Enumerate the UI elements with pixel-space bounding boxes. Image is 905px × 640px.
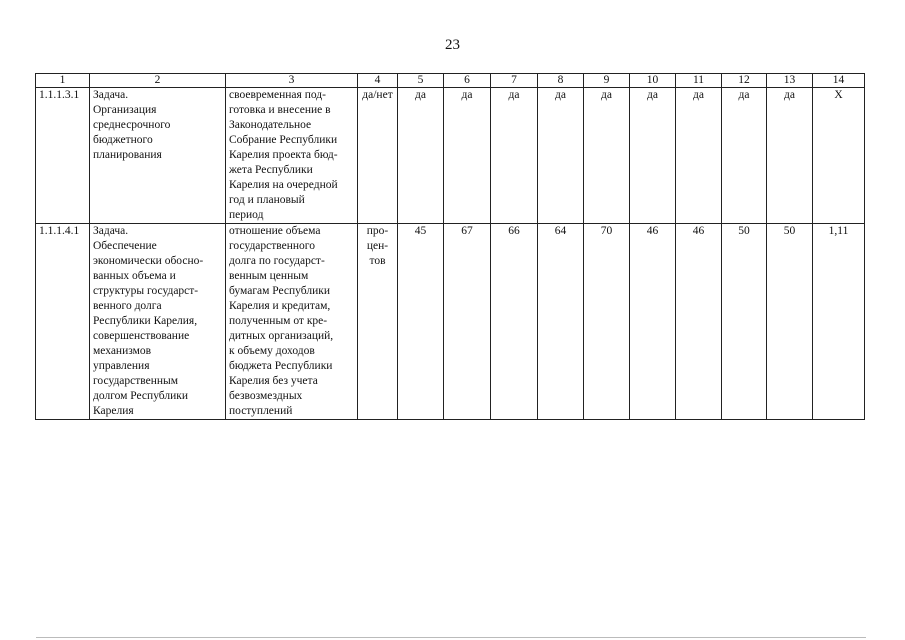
table-row [36, 88, 865, 224]
header-cell: 7 [491, 74, 538, 88]
header-cell: 12 [722, 74, 767, 88]
row-value: да [538, 88, 584, 224]
row-indicator: отношение объема государственного долга по государст- венным ценным бумагам Республики Карелия и кредитам, полученным от кре- дитных организаций, к объему доходов бюджета Республики Карелия без учета безвозмездных поступлений [226, 224, 358, 420]
row-value: да [767, 88, 813, 224]
row-value: 66 [491, 224, 538, 420]
table-row [36, 224, 865, 420]
row-value: 46 [676, 224, 722, 420]
row-last-value: Х [813, 88, 865, 224]
row-code: 1.1.1.4.1 [36, 224, 90, 420]
header-cell: 6 [444, 74, 491, 88]
row-last-value: 1,11 [813, 224, 865, 420]
row-value: да [444, 88, 491, 224]
row-value: да [398, 88, 444, 224]
row-unit: да/нет [358, 88, 398, 224]
row-task: Задача. Организация среднесрочного бюджетного планирования [90, 88, 226, 224]
row-value: 45 [398, 224, 444, 420]
row-value: 50 [722, 224, 767, 420]
header-cell: 5 [398, 74, 444, 88]
row-value: да [722, 88, 767, 224]
header-cell: 9 [584, 74, 630, 88]
row-task: Задача. Обеспечение экономически обосно- ванных объема и структуры государст- венного долга Республики Карелия, совершенствование механизмов управления государственным долгом Республики Карелия [90, 224, 226, 420]
header-cell: 13 [767, 74, 813, 88]
row-value: 46 [630, 224, 676, 420]
row-value: да [630, 88, 676, 224]
header-cell: 8 [538, 74, 584, 88]
row-indicator: своевременная под- готовка и внесение в Законодательное Собрание Республики Карелия проекта бюд- жета Республики Карелия на очередной год и плановый период [226, 88, 358, 224]
row-value: 64 [538, 224, 584, 420]
header-cell: 4 [358, 74, 398, 88]
row-value: да [676, 88, 722, 224]
bottom-scan-line [36, 637, 866, 638]
header-cell: 11 [676, 74, 722, 88]
header-cell: 10 [630, 74, 676, 88]
row-value: да [491, 88, 538, 224]
indicators-table [35, 73, 865, 420]
row-value: 70 [584, 224, 630, 420]
header-row [36, 74, 865, 88]
page-number: 23 [445, 37, 460, 53]
header-cell: 2 [90, 74, 226, 88]
header-cell: 1 [36, 74, 90, 88]
row-value: да [584, 88, 630, 224]
row-value: 50 [767, 224, 813, 420]
row-unit: про- цен- тов [358, 224, 398, 420]
row-code: 1.1.1.3.1 [36, 88, 90, 224]
row-value: 67 [444, 224, 491, 420]
header-cell: 14 [813, 74, 865, 88]
header-cell: 3 [226, 74, 358, 88]
